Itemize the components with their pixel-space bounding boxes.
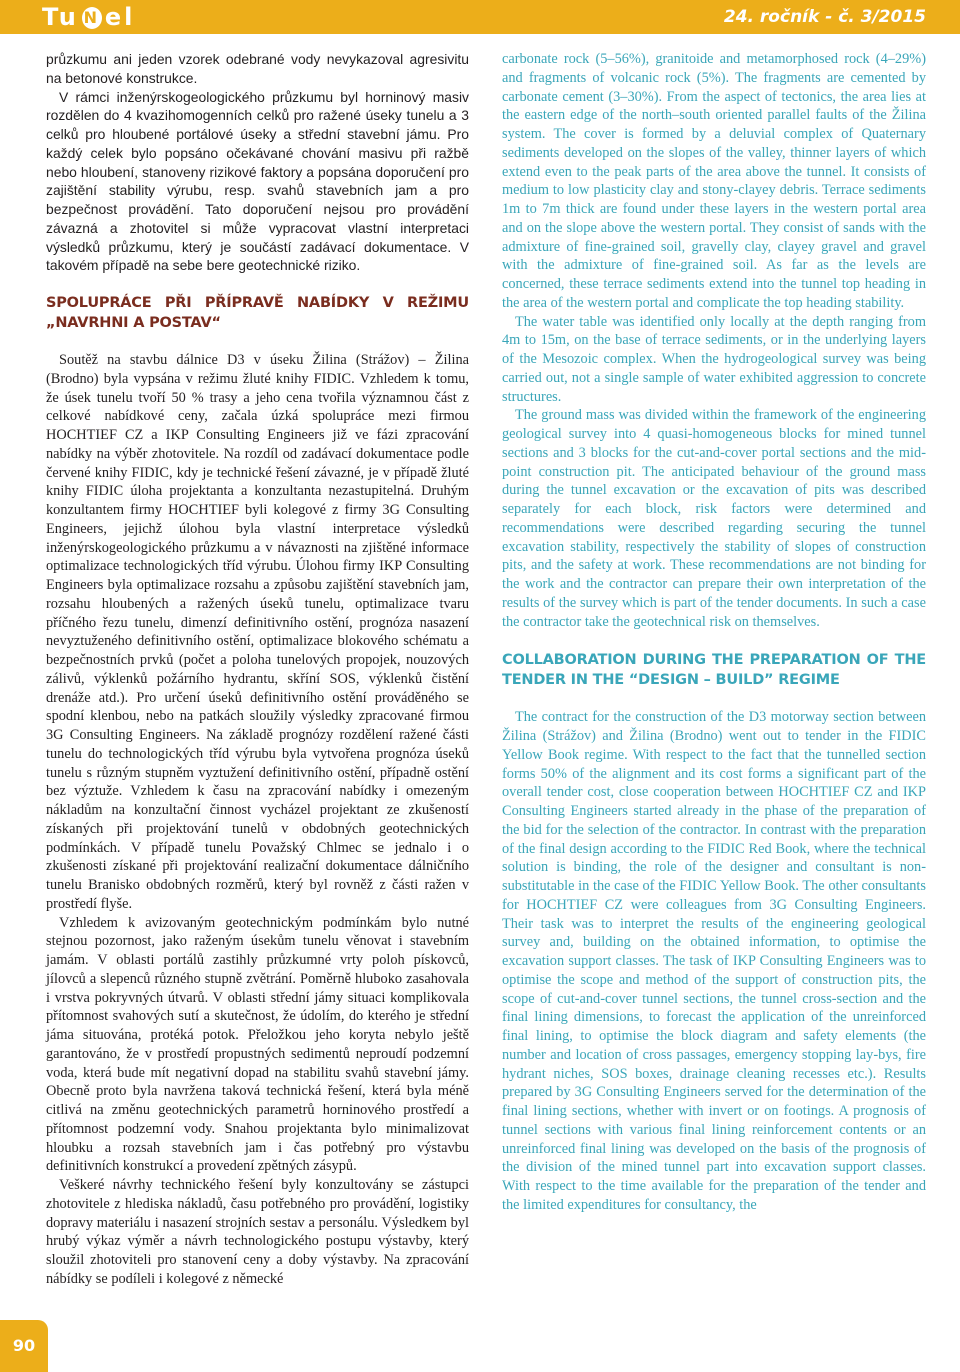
header-bar xyxy=(0,0,960,34)
czech-paragraph: Vzhledem k avizovaným geotechnickým podmínkám bylo nutné stejnou pozornost, jako raženým úsekům tunelu věnovat i stavebním jamám. V oblasti portálů zastihly průzkumné vrty poloh pískovců, jílovců a slepenců různého stupně zvětrání. Poměrně hluboko zasahovala i vrstva pokryvných útvarů. V oblasti střední jámy situaci komplikovala přítomnost svahových sutí a skutečnost, že údolím, do kterého je střední jáma situována, protéká potok. Přeložkou jeho koryta nebylo ještě garantováno, že v prostředí propustných sedimentů neproudí podzemní voda, která bude mít negativní dopad na stabilitu svahů stavební jámy. Obecně proto byla navržena taková technická řešení, která byla méně citlivá na změnu geotechnických parametrů horninového prostředí a přítomnost podzemní vody. Snahou projektanta bylo minimalizovat hloubku a rozsah stavebních jam i čas potřebný pro výstavbu definitivních konstrukcí a provedení zpětných zásypů. xyxy=(46,914,469,1175)
logo-text-end: el xyxy=(104,3,136,31)
czech-paragraph: průzkumu ani jeden vzorek odebrané vody nevykazoval agresivitu na betonové konstrukce. xyxy=(46,51,469,86)
logo-emblem-icon: N xyxy=(83,8,101,27)
czech-paragraph: Veškeré návrhy technického řešení byly konzultovány se zástupci zhotovitele z hlediska nákladů, času potřebného pro provádění, logistiky dopravy materiálu i nasazení strojních sestav a personálu. Výsledkem byl hrubý výkaz výměr a návrh technologického postupu výstavby, který sloužil zhotoviteli pro stanovení ceny a doby výstavby. Na zpracování nábídky se podíleli i kolegové z německé xyxy=(46,1177,469,1287)
english-paragraph: carbonate rock (5–56%), granitoide and metamorphosed rock (4–29%) and fragments of volcanic rock (5%). The fragments are cemented by carbonate cement (3–30%). From the aspect of tectonics, the area lies at the eastern edge of the north–south oriented parallel faults of the Žilina system. The cover is formed by a deluvial complex of Quaternary sediments developed on the slopes of the valley, thinner layers of which extend even to the peak parts of the area above the tunnel. It consists of medium to low plasticity clay and stony-clayey debris. Terrace sediments 1m to 7m thick are found under these layers in the western portal area and on the slope above the western portal. They consist of sands with the admixture of fine-grained soil, gravelly clay, clayey gravel and gravel with the admixture of fine-grained soil. As far as the levels are concerned, these terrace sediments extend into the tunnel top heading in the area of the western portal and complicate the top heading stability. xyxy=(502,51,926,311)
czech-paragraph: V rámci inženýrskogeologického průzkumu byl horninový masiv rozdělen do 4 kvazihomogenních celků pro ražené úseky tunelu a 3 celků pro hloubené portálové úseky a střední stavební jámu. Pro každý celek bylo popsáno očekávané chování masivu při ražbě nebo hloubení, stanoveny rizikové faktory a popsána doporučení pro zajištění stability výrubu, resp. svahů stavebních jam a pro bezpečnost provádění. Tato doporučení nejsou pro provádění závazná a zhotovitel si může vypracovat vlastní interpretaci výsledků průzkumu, který je součástí zadávací dokumentace. V takovém případě na sebe bere geotechnické riziko. xyxy=(46,88,469,274)
issue-label: 24. ročník - č. 3/2015 xyxy=(723,7,926,27)
english-paragraph: The ground mass was divided within the framework of the engineering geological survey into 4 quasi-homogeneous blocks for mined tunnel sections and 3 blocks for the cut-and-cover portal sections and the mid-point construction pit. The anticipated behaviour of the ground mass during the tunnel excavation or the excavation of pits was described separately for each block, risk factors were determined and recommendations were described regarding securing the tunnel excavation stability, respectively the stability of slopes of construction pits, and the safety at work. These recommendations are not binding for the work and the contractor can prepare their own interpretation of the results of the survey which is part of the tender documents. In such a case the contractor take the geotechnical risk on themselves. xyxy=(502,407,926,630)
czech-paragraph: Soutěž na stavbu dálnice D3 v úseku Žilina (Strážov) – Žilina (Brodno) byla vypsána v režimu žluté knihy FIDIC. Vzhledem k tomu, že úsek tunelu tvoří 50 % trasy a jeho cena tvořila významnou část z celkové nabídkové ceny, začala úzká spolupráce mezi firmou HOCHTIEF CZ a IKP Consulting Engineers již ve fázi zpracování nabídky na výběr zhotovitele. Na rozdíl od zadávací dokumentace podle červené knihy FIDIC, kdy je technické řešení závazné, je v případě žluté knihy FIDIC úloha projektanta a konzultanta nezastupitelná. Druhým konzultantem firmy HOCHTIEF byli kolegové z firmy 3G Consulting Engineers, jejichž úlohou byla vlastní interpretace výsledků inženýrskogeologického průzkumu a v návaznosti na zjištěné informace optimalizace technologických tříd výrubu. Úlohou firmy IKP Consulting Engineers byla optimalizace rozsahu a způsobu zajištění stavebních jam, rozsahu hloubených a ražených úseků tunelu, optimalizace tvaru příčného řezu tunelu, dimenzí definitivního ostění, prognóza nasazení nevyztuženého definitivního ostění, optimalizace blokového schématu a bezpečnostních prvků (počet a poloha tunelových propojek, nouzových zálivů, výklenků požárního hydrantu, skříní SOS, výklenků čistění drenáže atd.). Pro určení úseků definitivního ostění prováděného se spodní klenbou, nebo na patkách sloužily výsledky zpracované firmou 3G Consulting Engineers. Na základě prognózy rozdělení ražené části tunelu do technologických tříd výrubu byla vytvořena prognóza úseků tunelu s různým stupněm vyztužení definitivního ostění, případně ostění bez výztuže. Vzhledem k času na zpracování nabídky i omezeným nákladům na konzultační činnost vycházel projektant ze zkušeností získaných při projektování tunelů v obdobných geotechnických podmínkách. V případě tunelu Považský Chlmec se jednalo i o zkušenosti získané při projektování realizační dokumentace dálničního tunelu Branisko obdobných rozměrů, který byl rovněž z části ražen v prostředí flyše. xyxy=(46,352,469,912)
english-paragraph: The water table was identified only locally at the depth ranging from 4m to 15m, on the base of terrace sediments, or in the underlying layers of the Mesozoic complex. When the hydrogeological survey was being carried out, not a single sample of water exhibited aggression to concrete structures. xyxy=(502,313,926,405)
english-paragraph: The contract for the construction of the D3 motorway section between Žilina (Strážov) and Žilina (Brodno) went out to tender in the FIDIC Yellow Book regime. With respect to the fact that the tunnelled section forms 50% of the alignment and its cost forms a significant part of the overall tender cost, close cooperation between HOCHTIEF CZ and IKP Consulting Engineers started already in the phase of the preparation of the bid for the selection of the contractor. In contrast with the preparation of the final design according to the FIDIC Red Book, where the technical solution is binding, the role of the designer and consultant is non-substitutable in the case of the FIDIC Yellow Book. The other consultants for HOCHTIEF CZ were colleagues from 3G Consulting Engineers. Their task was to interpret the results of the engineering geological survey and, building on the obtained information, to optimise the excavation support classes. The task of IKP Consulting Engineers was to optimise the scope and method of the support of construction pits, the scope of cut-and-cover tunnel sections, the tunnel cross-section and the final lining dimensions, to forecast the application of the unreinforced final lining, to optimise the block diagram and safety elements (the number and location of cross passages, emergency stopping lay-bys, fire hydrant niches, SOS boxes, drainage cleaning recesses etc.). Results prepared by 3G Consulting Engineers served for the determination of the final lining sections, whether with invert or on footings. A prognosis of tunnel sections with various final lining reinforcement contents or an unreinforced final lining was developed on the basis of the prognosis of the division of the mined tunnel part into excavation support classes. With respect to the time available for the preparation of the tender and the limited expenditures for consultancy, the xyxy=(502,709,926,1213)
page-number: 90 xyxy=(0,1320,48,1372)
logo-text-start: Tu xyxy=(42,3,79,31)
tunel-logo xyxy=(42,3,135,31)
english-column xyxy=(502,50,926,1215)
czech-section-heading: SPOLUPRÁCE PŘI PŘÍPRAVĚ NABÍDKY V REŽIMU „NAVRHNI A POSTAV“ xyxy=(46,295,469,331)
english-section-heading: COLLABORATION DURING THE PREPARATION OF THE TENDER IN THE “DESIGN – BUILD” REGIME xyxy=(502,652,926,689)
czech-column xyxy=(46,50,469,1289)
